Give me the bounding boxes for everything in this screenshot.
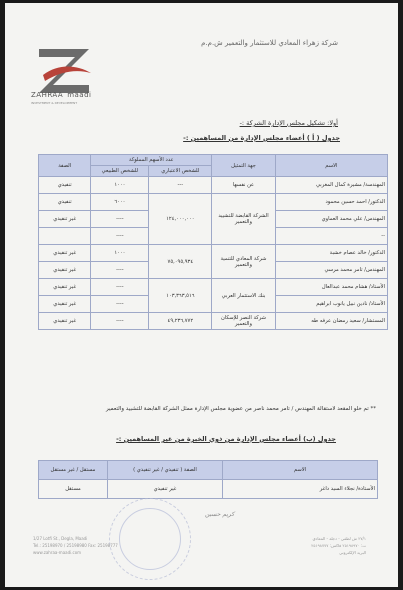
section-title: أولا: تشكيل مجلس الإدارة الشركة :- — [239, 119, 338, 127]
member-status: غير تنفيذي — [39, 262, 91, 279]
col-header-legal: للشخص الاعتباري — [149, 166, 212, 177]
member-name: المهندس/ علي محمد العماوي — [275, 211, 387, 228]
company-header: شركة زهراء المعادي للاستثمار والتعمير ش.م.م — [201, 39, 338, 47]
expert-members-table — [38, 460, 378, 499]
member-status: غير تنفيذي — [39, 296, 91, 313]
document-page — [5, 3, 398, 587]
member-status: غير تنفيذي — [39, 211, 91, 228]
member-entity: بنك الاستثمار العربي — [212, 279, 275, 313]
col-header-entity: جهة التمثيل — [212, 155, 275, 177]
legal-shares: ٧٥,٠٩٥,٩٣٤ — [149, 245, 212, 279]
col-header-name: الاسم — [223, 461, 378, 480]
footer-line: البريد الإلكتروني — [339, 550, 366, 555]
member-status: تنفيذي — [39, 177, 91, 194]
col-header-status: الصفة ( تنفيذي / غير تنفيذي ) — [108, 461, 223, 480]
footer-line: ٢٧/١ ش لطفي - دجلة - المعادي — [312, 536, 366, 541]
natural-shares: ---- — [91, 296, 149, 313]
logo-suffix: maadi — [67, 91, 92, 99]
table-row — [39, 313, 388, 330]
natural-shares: ---- — [91, 279, 149, 296]
member-status: غير تنفيذي — [39, 313, 91, 330]
natural-shares: ---- — [91, 228, 149, 245]
natural-shares: ١٠٠٠ — [91, 177, 149, 194]
col-header-name: الاسم — [275, 155, 387, 177]
footer-address-en — [33, 535, 118, 556]
col-header-shares: عدد الأسهم المملوكة — [91, 155, 212, 166]
member-name: الدكتور/ احمد حسين محمود — [275, 194, 387, 211]
member-name: الدكتور/ خالد عصام خشبة — [275, 245, 387, 262]
member-entity: شركة المعادي للتنمية والتعمير — [212, 245, 275, 279]
member-entity: الشركة القابضة للتشييد والتعمير — [212, 194, 275, 245]
member-independence: مستقل — [39, 480, 108, 499]
legal-shares: --- — [149, 177, 212, 194]
legal-shares: ١٢٤,٠٠٠,٠٠٠ — [149, 194, 212, 245]
member-status: غير تنفيذي — [108, 480, 223, 499]
table-row — [39, 177, 388, 194]
legal-shares: ٤٩,٢٣٦,٧٧٢ — [149, 313, 212, 330]
member-entity: عن نفسها — [212, 177, 275, 194]
member-name: المهندس/ تامر محمد مرسي — [275, 262, 387, 279]
footer-line: Tel.: 25198970 / 25198980 Fax: 25198777 — [33, 543, 118, 548]
table-row — [39, 480, 378, 499]
natural-shares: ---- — [91, 211, 149, 228]
resignation-note: ** تم خلو المقعد لاستقالة المهندس / تامر محمد ناصر من عضوية مجلس الإدارة ممثل الشركة القابضة للتشييد والتعمير — [105, 406, 376, 412]
signature: كريم حسين — [205, 511, 235, 518]
member-name: المهندسة/ مشيرة كمال المغربي — [275, 177, 387, 194]
member-entity: شركة النصر للإسكان والتعمير — [212, 313, 275, 330]
member-status — [39, 228, 91, 245]
member-name: الأستاذة/ نجلاء السيد داغر — [223, 480, 378, 499]
member-name: الأستاذ/ نادين نبيل يانوب ابراهيم — [275, 296, 387, 313]
col-header-status: الصفة — [39, 155, 91, 177]
table-a-title: جدول ( أ ) أعضاء مجلس الإدارة من المساهمين :- — [183, 134, 340, 142]
col-header-independence: مستقل / غير مستقل — [39, 461, 108, 480]
table-row — [39, 245, 388, 262]
member-status: غير تنفيذي — [39, 279, 91, 296]
board-members-table — [38, 154, 388, 330]
company-stamp-inner — [119, 508, 181, 570]
footer-line: www.zahraa-maadi.com — [33, 550, 82, 555]
logo-name: ZAHRAA — [31, 91, 64, 99]
natural-shares: ١٠٠٠ — [91, 245, 149, 262]
footer-line: 1/27 Lotfi St., Degla, Maadi — [33, 536, 88, 541]
table-b-title: جدول (ب) أعضاء مجلس الإدارة من ذوي الخبرة من غير المساهمين :- — [116, 435, 336, 443]
natural-shares: ---- — [91, 262, 149, 279]
member-status: غير تنفيذي — [39, 245, 91, 262]
natural-shares: ---- — [91, 313, 149, 330]
footer-address-ar — [311, 535, 366, 556]
member-name: -- — [275, 228, 387, 245]
col-header-natural: للشخص الطبيعي — [91, 166, 149, 177]
footer-line: ت: ٢٥١٩٨٩٧٠ فاكس: ٢٥١٩٨٧٧٧ — [311, 543, 366, 548]
table-row — [39, 194, 388, 211]
logo-subtitle: INVESTMENT & DEVELOPMENT — [31, 101, 78, 105]
table-row — [39, 279, 388, 296]
member-status: تنفيذي — [39, 194, 91, 211]
natural-shares: ٦٠٠٠ — [91, 194, 149, 211]
logo-text — [31, 89, 91, 100]
member-name: الأستاذ/ هشام محمد عبدالعال — [275, 279, 387, 296]
legal-shares: ١٠٣,٣٦٣,٥١٦ — [149, 279, 212, 313]
member-name: المستشار/ سعيد رمضان عرفه طه — [275, 313, 387, 330]
